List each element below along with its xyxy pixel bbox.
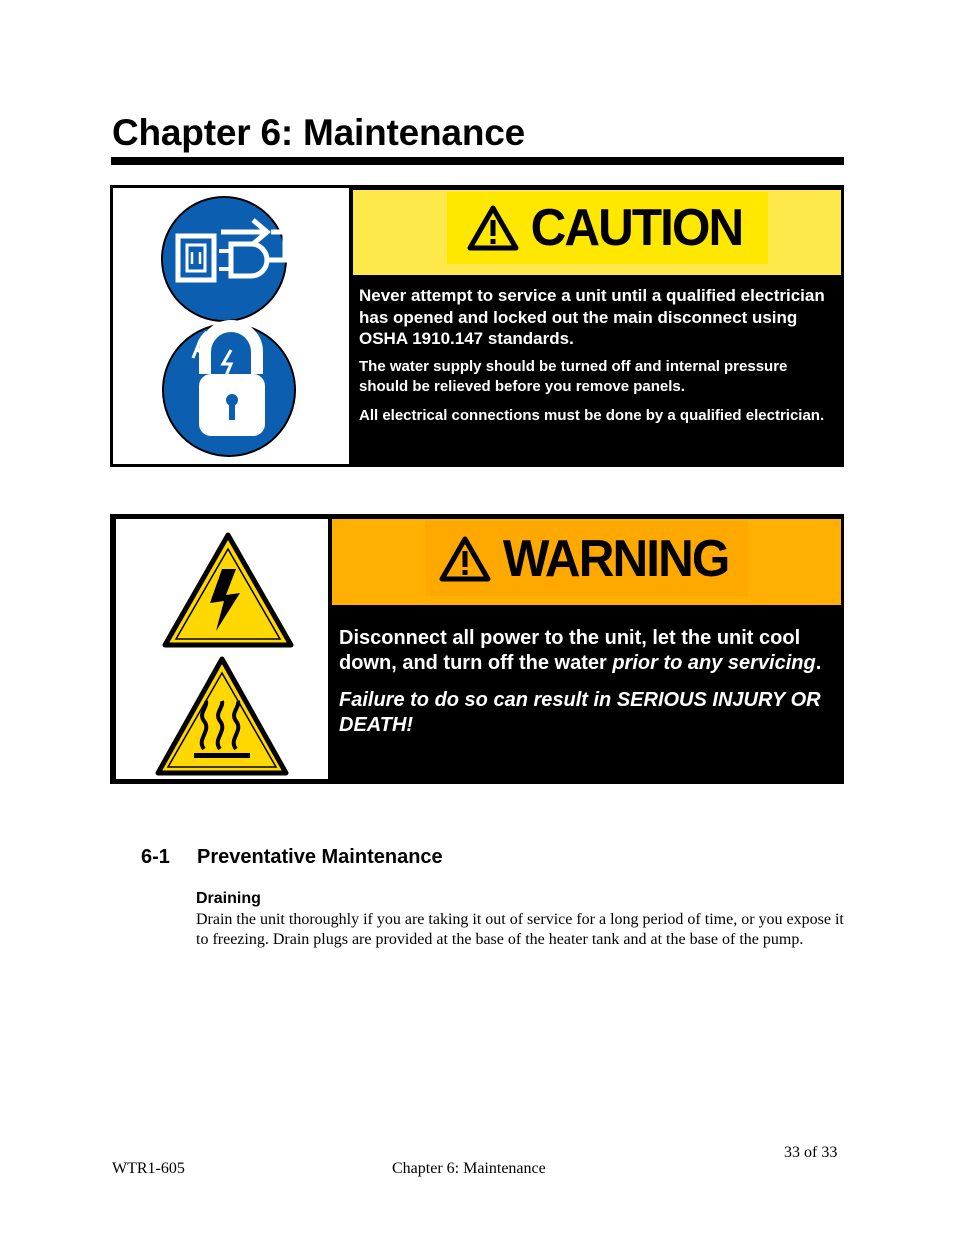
section-number: 6-1: [141, 846, 170, 868]
unplug-icon: [162, 197, 286, 321]
warning-p2-text: Failure to do so can result in SERIOUS INJURY OR DEATH!: [339, 689, 821, 736]
alert-triangle-icon: [439, 535, 491, 583]
warning-p1-main: Disconnect all power to the unit, let the unit cool down, and turn off the water: [339, 627, 801, 674]
electric-shock-icon: [165, 535, 291, 645]
warning-banner: [332, 519, 841, 605]
warning-p1-emphasis: prior to any servicing: [612, 652, 816, 674]
warning-box: [110, 514, 844, 784]
caution-paragraph-3: All electrical connections must be done by a qualified electrician.: [359, 406, 825, 424]
warning-paragraph-2: [339, 688, 835, 738]
chapter-title: Chapter 6: Maintenance: [112, 112, 525, 153]
caution-paragraph-1: Never attempt to service a unit until a qualified electrician has opened and locked out the main disconnect using OSHA 1910.147 standards.: [359, 286, 825, 348]
caution-body: [359, 285, 829, 435]
caution-icons: [113, 188, 349, 464]
section-title: Preventative Maintenance: [197, 846, 443, 868]
warning-label: [425, 521, 748, 596]
footer-chapter: Chapter 6: Maintenance: [392, 1160, 546, 1177]
warning-body: [339, 626, 835, 750]
caution-text: CAUTION: [530, 199, 743, 257]
lockout-icon: [163, 324, 295, 456]
caution-label: [447, 192, 768, 264]
caution-banner: [353, 190, 841, 275]
hot-surface-icon: [158, 659, 286, 773]
footer-doc-id: WTR1-605: [112, 1160, 185, 1177]
subheading-draining: Draining: [196, 890, 261, 907]
section-heading: [141, 846, 443, 869]
warning-text-label: WARNING: [502, 529, 729, 588]
warning-paragraph-1: [339, 626, 835, 676]
draining-paragraph: Drain the unit thoroughly if you are taking it out of service for a long period of time, or you expose it to freezing. Drain plugs are provided at the base of the heater tank and at the base of the pump.: [196, 911, 844, 948]
caution-paragraph-2: The water supply should be turned off and internal pressure should be relieved before you remove panels.: [359, 357, 788, 395]
warning-icons: [116, 519, 328, 779]
title-rule: [111, 157, 844, 165]
caution-box: [110, 185, 844, 467]
alert-triangle-icon: [467, 204, 519, 252]
warning-p1-end: .: [815, 652, 822, 674]
footer-page-number: 33 of 33: [784, 1144, 838, 1161]
